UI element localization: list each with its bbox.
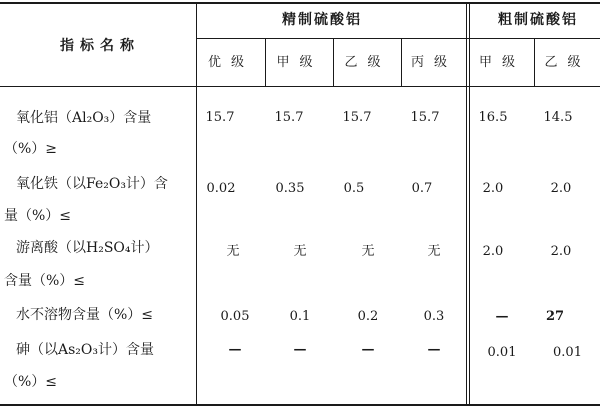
- table-cell: 无: [361, 244, 375, 259]
- row-label-continued: （%）≥: [4, 141, 58, 157]
- table-cell: 2.0: [482, 244, 504, 259]
- table-cell: —: [427, 342, 441, 357]
- table-cell: 2.0: [550, 181, 572, 196]
- crude-group-header: 粗制硫酸铝: [498, 12, 578, 28]
- row-label: 游离酸（以H₂SO₄计）: [16, 240, 159, 256]
- table-cell: 2.0: [550, 244, 572, 259]
- grade-header: 优级: [207, 55, 254, 70]
- table-cell: 16.5: [478, 110, 508, 125]
- row-label-continued: （%）≤: [4, 374, 58, 390]
- table-cell: —: [361, 342, 375, 357]
- table-cell: 0.02: [206, 181, 236, 196]
- table-cell: —: [228, 342, 242, 357]
- refined-group-header: 精制硫酸铝: [282, 12, 362, 28]
- table-cell: —: [293, 342, 307, 357]
- table-cell: 27: [545, 309, 565, 324]
- header-bottom-rule: [0, 86, 600, 87]
- table-cell: 无: [226, 244, 240, 259]
- indicator-name-header: 指标名称: [60, 38, 140, 54]
- table-cell: 无: [293, 244, 307, 259]
- row-label: 氧化铁（以Fe₂O₃计）含: [16, 176, 168, 192]
- group-divider-rule: [466, 2, 467, 404]
- table-cell: 0.01: [487, 345, 517, 360]
- row-label: 水不溶物含量（%）≤: [16, 307, 154, 323]
- table-cell: 14.5: [543, 110, 573, 125]
- table-cell: 0.7: [411, 181, 433, 196]
- row-label-continued: 含量（%）≤: [4, 273, 86, 289]
- table-cell: 0.05: [220, 309, 250, 324]
- table-cell: 15.7: [342, 110, 372, 125]
- table-cell: 0.5: [343, 181, 365, 196]
- table-cell: 0.3: [423, 309, 445, 324]
- table-cell: 2.0: [482, 181, 504, 196]
- grade-header: 甲级: [276, 55, 323, 70]
- grade-header: 甲级: [478, 55, 525, 70]
- row-label: 砷（以As₂O₃计）含量: [16, 342, 154, 358]
- grade-row-rule: [196, 38, 600, 39]
- table-cell: 0.01: [553, 345, 582, 360]
- row-label-continued: 量（%）≤: [4, 208, 72, 224]
- grade-header: 乙级: [344, 55, 391, 70]
- table-cell: 15.7: [205, 110, 235, 125]
- table-cell: 15.7: [410, 110, 440, 125]
- table-cell: 15.7: [274, 110, 304, 125]
- table-top-rule: [0, 2, 600, 4]
- table-cell: 0.35: [275, 181, 305, 196]
- table-bottom-rule: [0, 404, 600, 406]
- grade-header: 乙级: [544, 55, 591, 70]
- table-cell: 无: [427, 244, 441, 259]
- row-label: 氧化铝（Al₂O₃）含量: [16, 110, 152, 126]
- table-cell: 0.2: [357, 309, 379, 324]
- table-cell: —: [495, 309, 509, 324]
- grade-header: 丙级: [410, 55, 457, 70]
- table-cell: 0.1: [289, 309, 311, 324]
